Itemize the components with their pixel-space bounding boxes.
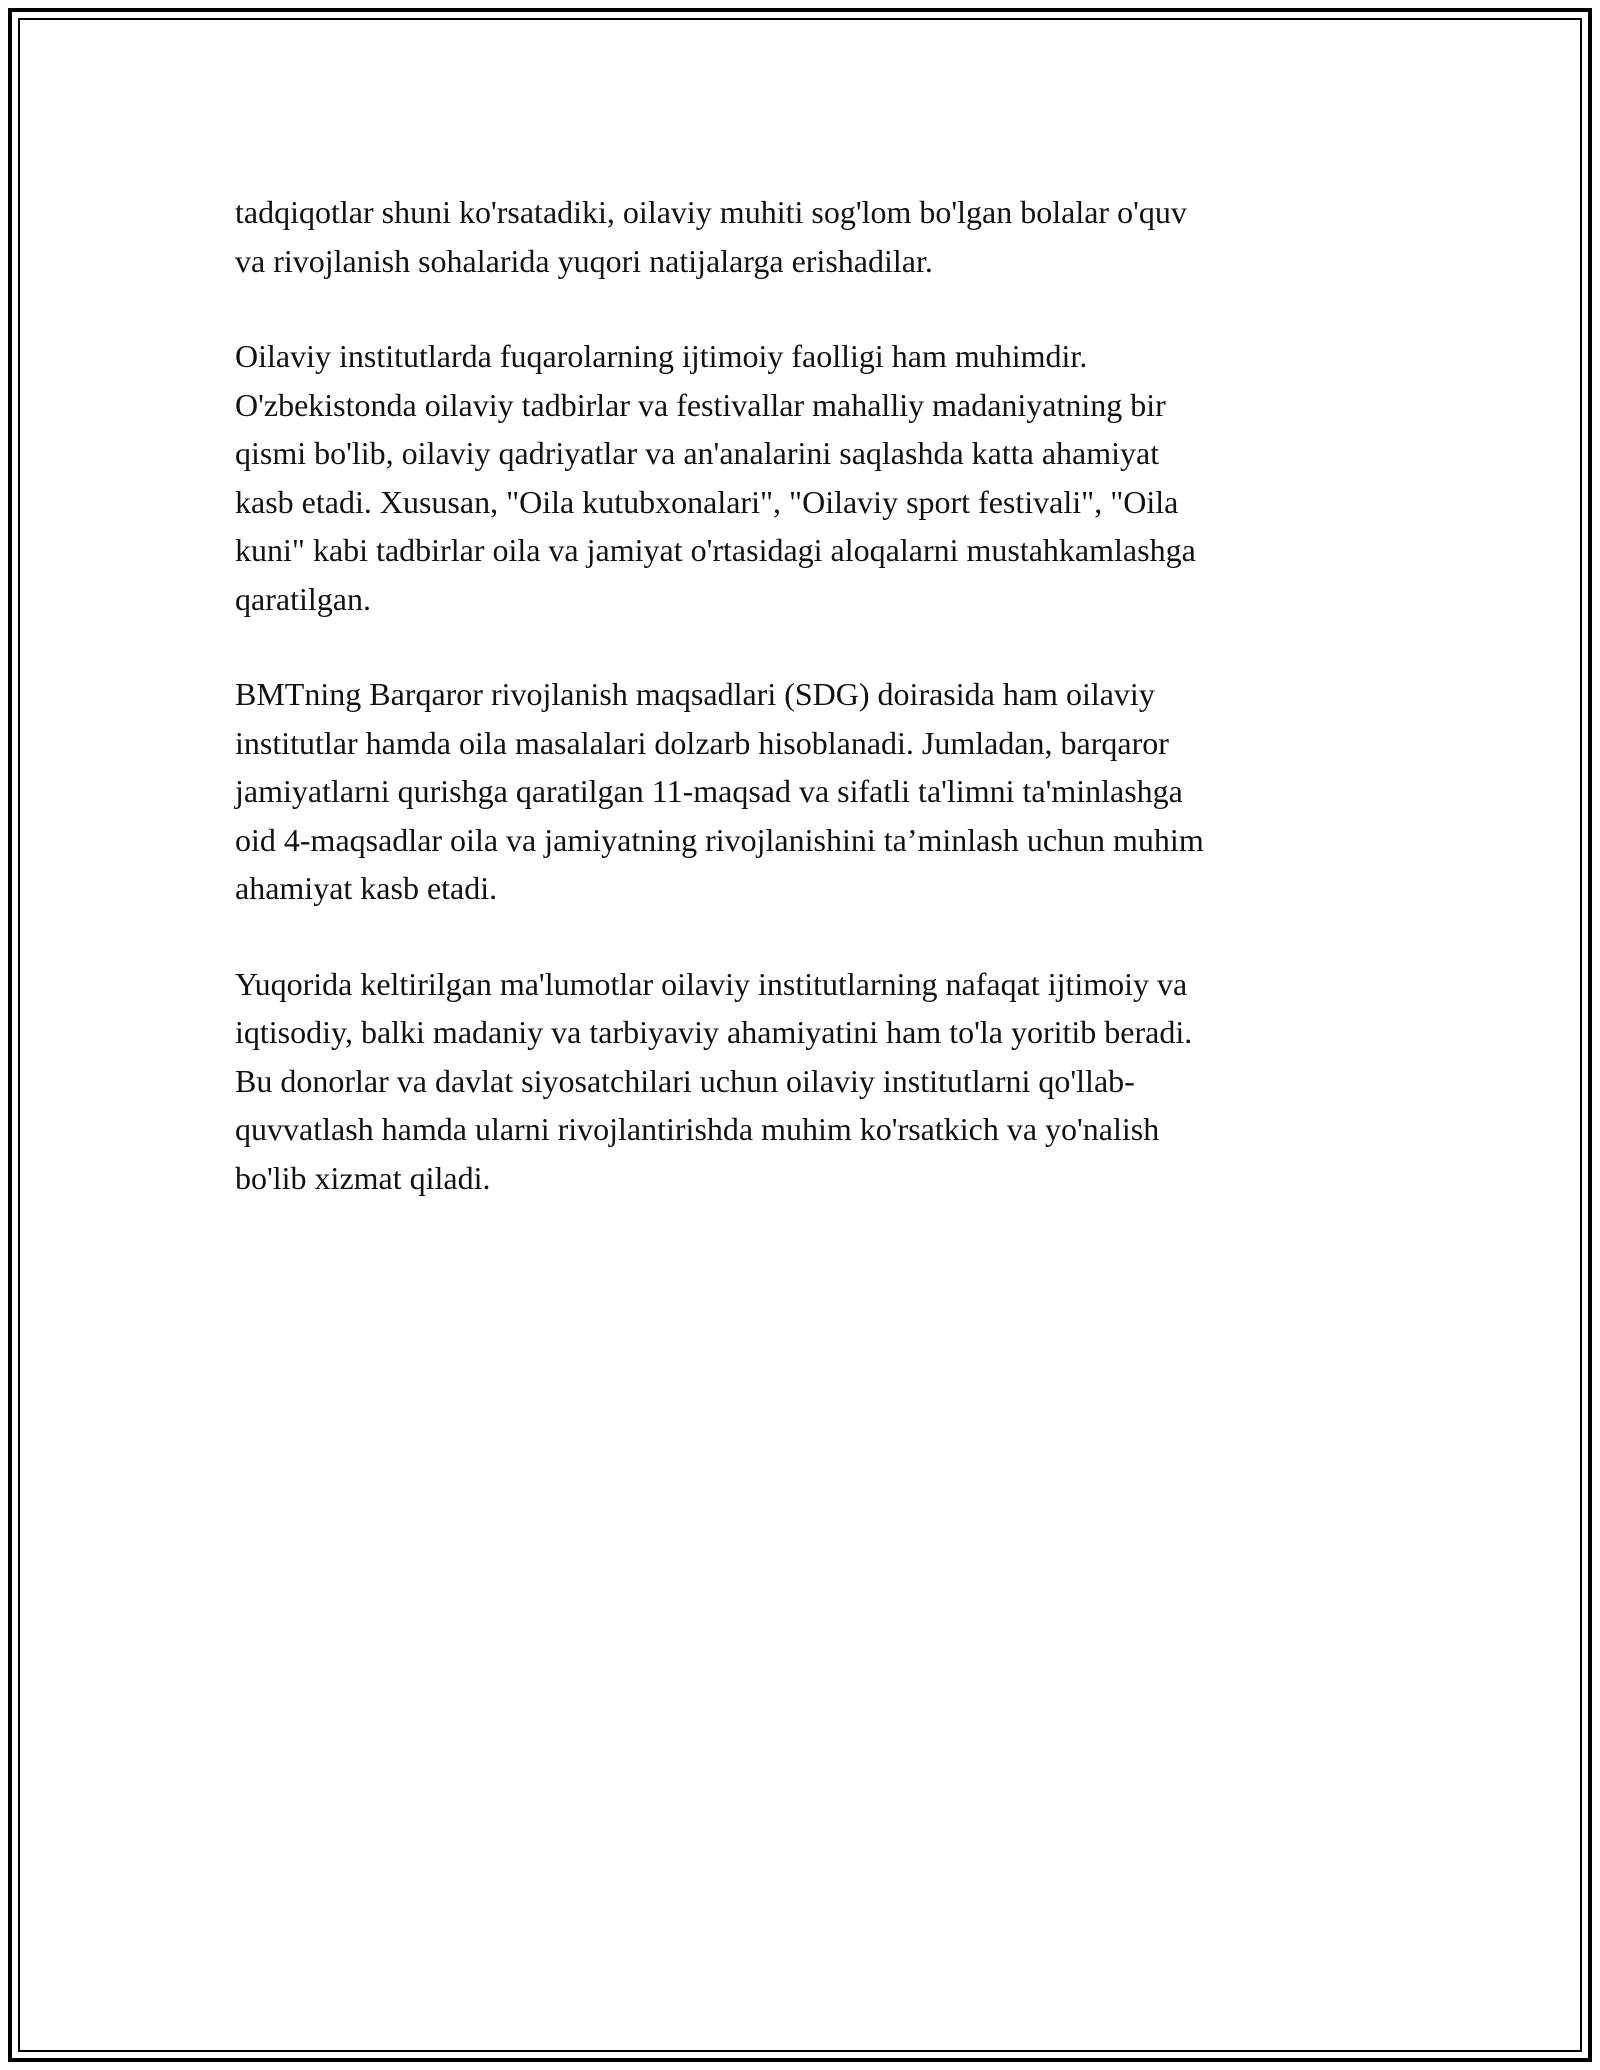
paragraph-research-results: tadqiqotlar shuni ko'rsatadiki, oilaviy muhiti sog'lom bo'lgan bolalar o'quv va rivojlanish sohalarida yuqori natijalarga erishadilar. (235, 194, 1187, 279)
paragraph-sdg-goals: BMTning Barqaror rivojlanish maqsadlari (SDG) doirasida ham oilaviy institutlar hamda oila masalalari dolzarb hisoblanadi. Jumladan, barqaror jamiyatlarni qurishga qaratilgan 11-maqsad va sifatli ta'limni ta'minlashga oid 4-maqsadlar oila va jamiyatning rivojlanishini ta’minlash uchun muhim ahamiyat kasb etadi. (235, 676, 1204, 906)
document-body (235, 188, 1365, 1249)
paragraph-family-events: Oilaviy institutlarda fuqarolarning ijtimoiy faolligi ham muhimdir. O'zbekistonda oilaviy tadbirlar va festivallar mahalliy madaniyatning bir qismi bo'lib, oilaviy qadriyatlar va an'analarini saqlashda katta ahamiyat kasb etadi. Xususan, "Oila kutubxonalari", "Oilaviy sport festivali", "Oila kuni" kabi tadbirlar oila va jamiyat o'rtasidagi aloqalarni mustahkamlashga qaratilgan. (235, 338, 1196, 617)
paragraph-conclusion: Yuqorida keltirilgan ma'lumotlar oilaviy institutlarning nafaqat ijtimoiy va iqtisodiy, balki madaniy va tarbiyaviy ahamiyatini ham to'la yoritib beradi. Bu donorlar va davlat siyosatchilari uchun oilaviy institutlarni qo'llab- quvvatlash hamda ularni rivojlantirishda muhim ko'rsatkich va yo'nalish bo'lib xizmat qiladi. (235, 965, 1193, 1196)
